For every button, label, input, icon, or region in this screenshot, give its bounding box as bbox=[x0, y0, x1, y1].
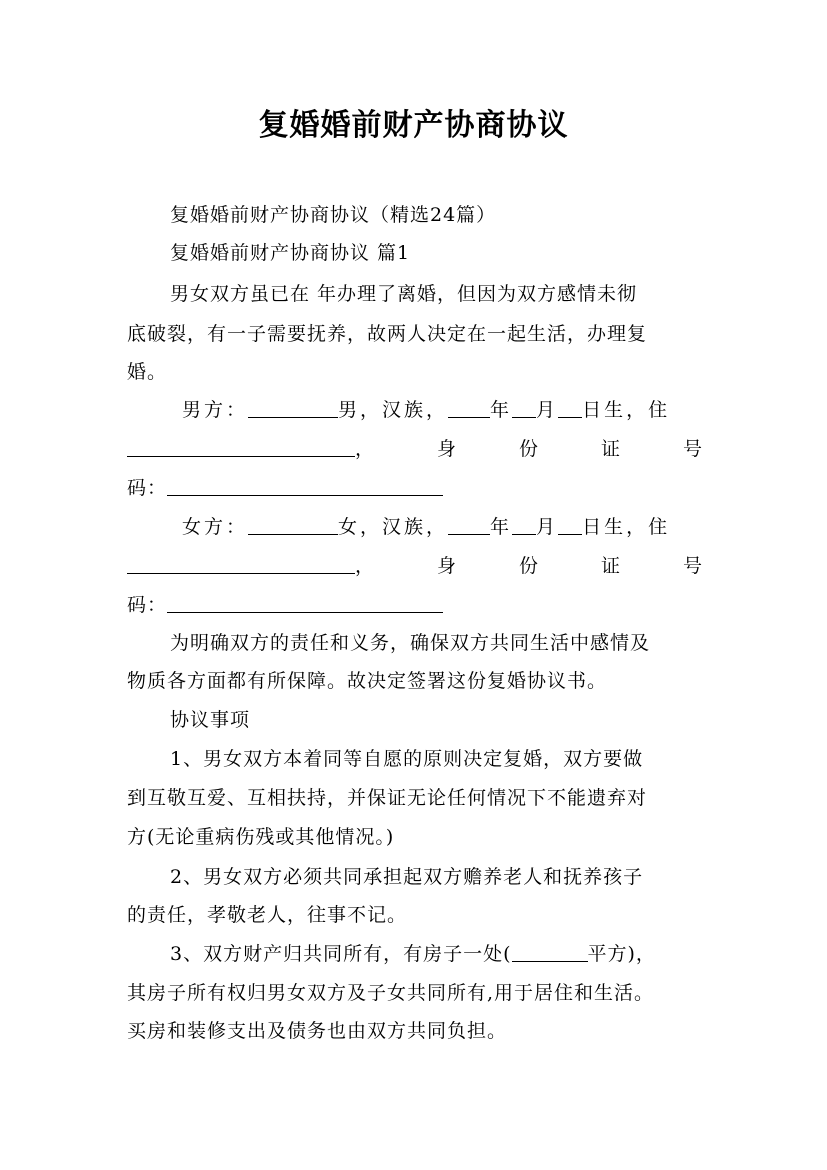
address-blank bbox=[127, 557, 355, 574]
year-label: 年 bbox=[490, 516, 513, 538]
paragraph-line: 物质各方面都有所保障。故决定签署这份复婚协议书。 bbox=[127, 670, 608, 692]
id-code-blank bbox=[167, 596, 443, 613]
day-blank bbox=[558, 401, 582, 418]
woman-id-line: ， 身 份 证 号 bbox=[127, 551, 702, 578]
id-code-blank bbox=[167, 479, 443, 496]
item-line: 的责任，孝敬老人，往事不记。 bbox=[127, 904, 408, 926]
item-line: 1、男女双方本着同等自愿的原则决定复婚，双方要做 bbox=[170, 748, 644, 770]
man-details: 男，汉族， bbox=[338, 399, 449, 421]
woman-id-code-line bbox=[127, 590, 443, 617]
day-blank bbox=[558, 518, 582, 535]
paragraph-line: 男女双方虽已在 年办理了离婚，但因为双方感情未彻 bbox=[170, 283, 638, 305]
year-blank bbox=[448, 401, 490, 418]
item-line: 2、男女双方必须共同承担起双方赡养老人和抚养孩子 bbox=[170, 866, 644, 888]
paragraph-line: 底破裂，有一子需要抚养，故两人决定在一起生活，办理复 bbox=[127, 323, 648, 345]
man-id-code-line bbox=[127, 473, 443, 500]
name-blank bbox=[248, 518, 338, 535]
address-blank bbox=[127, 440, 355, 457]
man-label: 男方： bbox=[182, 399, 249, 421]
items-heading: 协议事项 bbox=[170, 709, 251, 731]
day-label: 日生，住 bbox=[582, 399, 671, 421]
paragraph-line: 婚。 bbox=[127, 361, 168, 383]
item-line: 买房和装修支出及债务也由双方共同负担。 bbox=[127, 1020, 508, 1042]
man-id-line: ， 身 份 证 号 bbox=[127, 434, 702, 461]
item-line: 到互敬互爱、互相扶持，并保证无论任何情况下不能遗弃对 bbox=[127, 787, 648, 809]
day-label: 日生，住 bbox=[582, 516, 671, 538]
area-blank bbox=[512, 945, 588, 962]
section-heading: 复婚婚前财产协商协议 篇1 bbox=[170, 242, 411, 264]
month-label: 月 bbox=[536, 516, 559, 538]
year-label: 年 bbox=[490, 399, 513, 421]
month-blank bbox=[512, 401, 536, 418]
month-label: 月 bbox=[536, 399, 559, 421]
document-title: 复婚婚前财产协商协议 bbox=[258, 108, 569, 143]
document-subtitle: 复婚婚前财产协商协议（精选24篇） bbox=[170, 204, 497, 226]
paragraph-line: 为明确双方的责任和义务，确保双方共同生活中感情及 bbox=[170, 632, 651, 654]
name-blank bbox=[248, 401, 338, 418]
month-blank bbox=[512, 518, 536, 535]
woman-details: 女，汉族， bbox=[338, 516, 449, 538]
item-line: 其房子所有权归男女双方及子女共同所有,用于居住和生活。 bbox=[127, 982, 655, 1004]
woman-info-line bbox=[182, 512, 670, 539]
woman-label: 女方： bbox=[182, 516, 249, 538]
man-info-line bbox=[182, 395, 670, 422]
id-code-label: 码： bbox=[127, 594, 168, 616]
id-code-label: 码： bbox=[127, 477, 168, 499]
item-line: 方(无论重病伤残或其他情况。) bbox=[127, 826, 395, 848]
year-blank bbox=[448, 518, 490, 535]
item-line: 3、双方财产归共同所有，有房子一处( 平方)， bbox=[170, 943, 656, 965]
